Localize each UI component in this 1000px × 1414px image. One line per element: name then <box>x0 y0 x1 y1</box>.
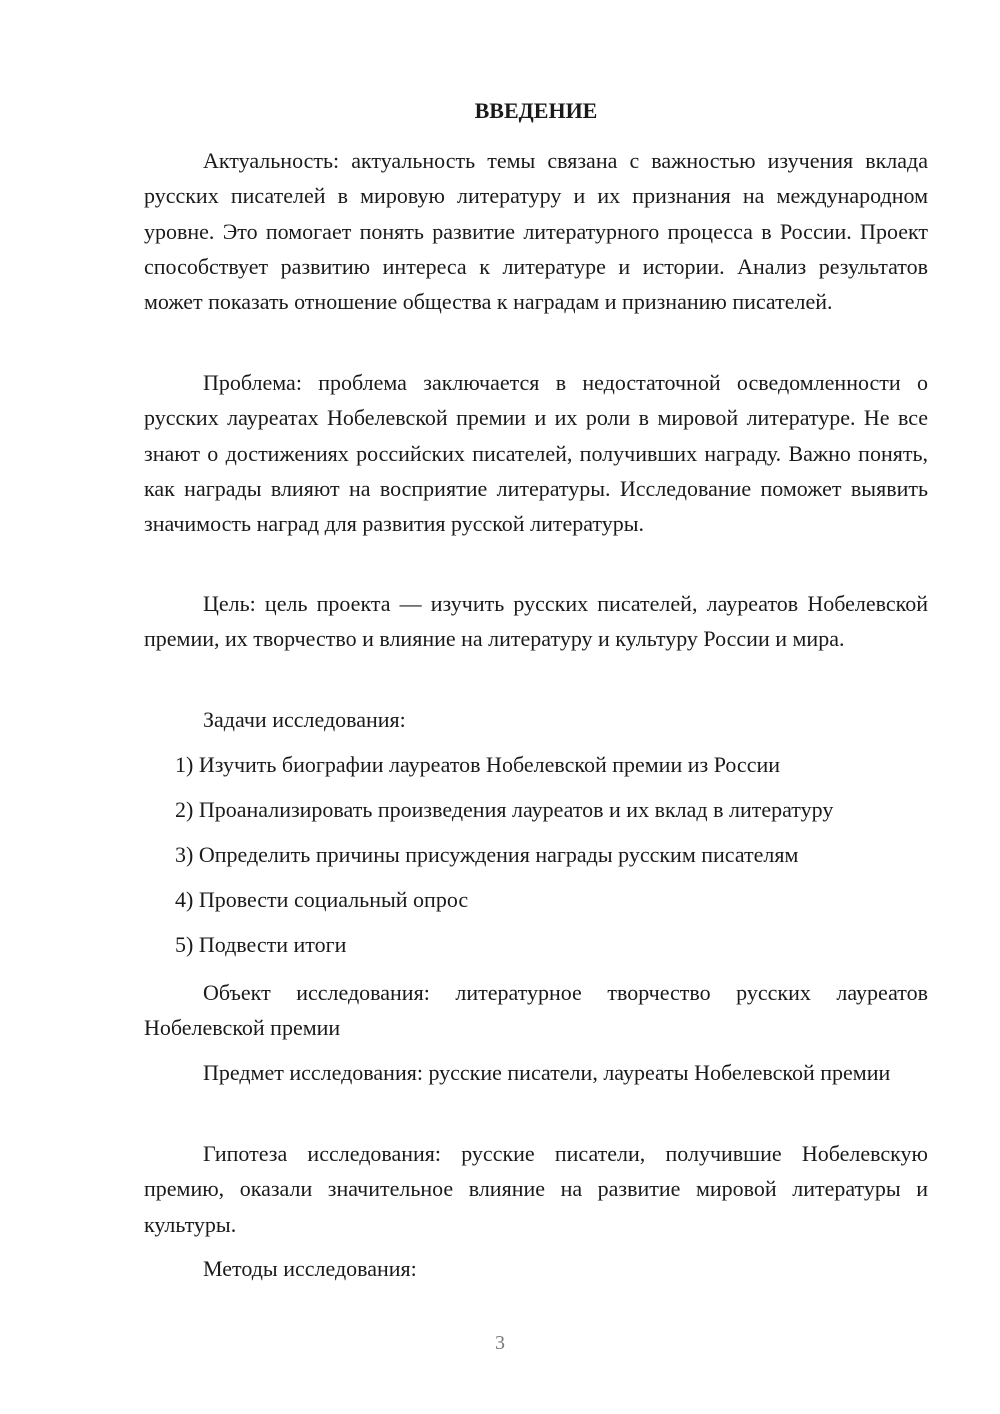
task-item-3: 3) Определить причины присуждения награды русским писателям <box>175 842 799 867</box>
problem-paragraph: Проблема: проблема заключается в недостаточной осведомленности о русских лауреатах Нобелевской премии и их роли в мировой литературе. Не все знают о достижениях российских писателей, получивших награду. Важно понять, как награды влияют на восприятие литературы. Исследование поможет выявить значимость наград для развития русской литературы. <box>144 370 928 537</box>
relevance-paragraph: Актуальность: актуальность темы связана с важностью изучения вклада русских писателей в мировую литературу и их признания на международном уровне. Это помогает понять развитие литературного процесса в России. Проект способствует развитию интереса к литературе и истории. Анализ результатов может показать отношение общества к наградам и признанию писателей. <box>144 148 928 315</box>
tasks-title: Задачи исследования: <box>203 707 406 732</box>
page-number: 3 <box>495 1332 505 1354</box>
hypothesis-paragraph: Гипотеза исследования: русские писатели, получившие Нобелевскую премию, оказали значительное влияние на развитие мировой литературы и культуры. <box>144 1141 928 1237</box>
page-title: ВВЕДЕНИЕ <box>474 98 598 123</box>
methods-title: Методы исследования: <box>203 1256 417 1281</box>
subject-paragraph: Предмет исследования: русские писатели, лауреаты Нобелевской премии <box>203 1060 891 1085</box>
task-item-1: 1) Изучить биографии лауреатов Нобелевской премии из России <box>175 752 780 777</box>
task-item-2: 2) Проанализировать произведения лауреатов и их вклад в литературу <box>175 797 834 822</box>
task-item-4: 4) Провести социальный опрос <box>175 887 469 912</box>
object-paragraph: Объект исследования: литературное творчество русских лауреатов Нобелевской премии <box>144 980 928 1041</box>
goal-paragraph: Цель: цель проекта — изучить русских писателей, лауреатов Нобелевской премии, их творчество и влияние на литературу и культуру России и мира. <box>144 591 928 652</box>
task-item-5: 5) Подвести итоги <box>175 932 347 957</box>
